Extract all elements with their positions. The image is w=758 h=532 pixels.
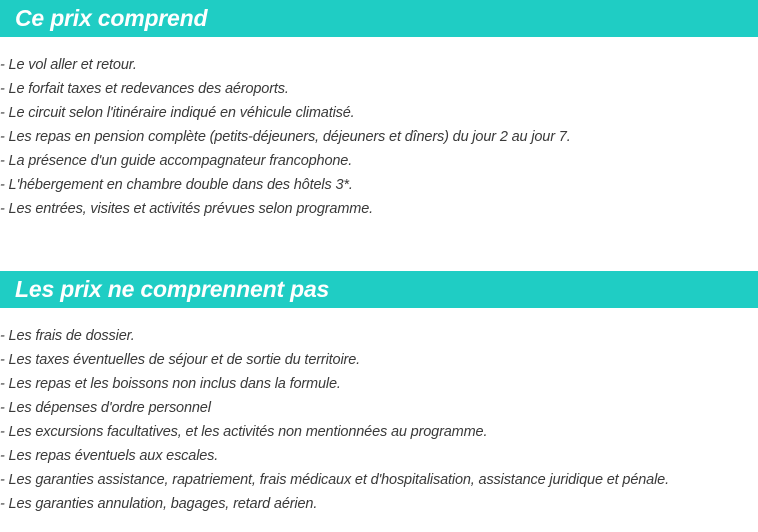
excludes-list-item: - Les repas et les boissons non inclus dans la formule.	[0, 376, 341, 392]
includes-list-item: - L'hébergement en chambre double dans des hôtels 3*.	[0, 177, 353, 193]
excludes-list-item: - Les taxes éventuelles de séjour et de sortie du territoire.	[0, 352, 360, 368]
excludes-list-item: - Les garanties assistance, rapatriement, frais médicaux et d'hospitalisation, assistance juridique et pénale.	[0, 472, 669, 488]
includes-list-item: - La présence d'un guide accompagnateur francophone.	[0, 153, 353, 169]
includes-list-item: - Les entrées, visites et activités prévues selon programme.	[0, 201, 373, 217]
excludes-list-item: - Les dépenses d'ordre personnel	[0, 400, 211, 416]
excludes-list	[0, 324, 669, 516]
includes-list-item: - Le vol aller et retour.	[0, 57, 137, 73]
excludes-list-item: - Les garanties annulation, bagages, retard aérien.	[0, 496, 318, 512]
excludes-section-title: Les prix ne comprennent pas	[0, 271, 758, 308]
includes-list-item: - Le forfait taxes et redevances des aéroports.	[0, 81, 289, 97]
includes-list-item: - Le circuit selon l'itinéraire indiqué en véhicule climatisé.	[0, 105, 355, 121]
excludes-list-item: - Les frais de dossier.	[0, 328, 135, 344]
includes-list	[0, 53, 571, 221]
includes-list-item: - Les repas en pension complète (petits-déjeuners, déjeuners et dîners) du jour 2 au jour 7.	[0, 129, 571, 145]
includes-section-title: Ce prix comprend	[0, 0, 758, 37]
excludes-list-item: - Les repas éventuels aux escales.	[0, 448, 219, 464]
excludes-list-item: - Les excursions facultatives, et les activités non mentionnées au programme.	[0, 424, 488, 440]
